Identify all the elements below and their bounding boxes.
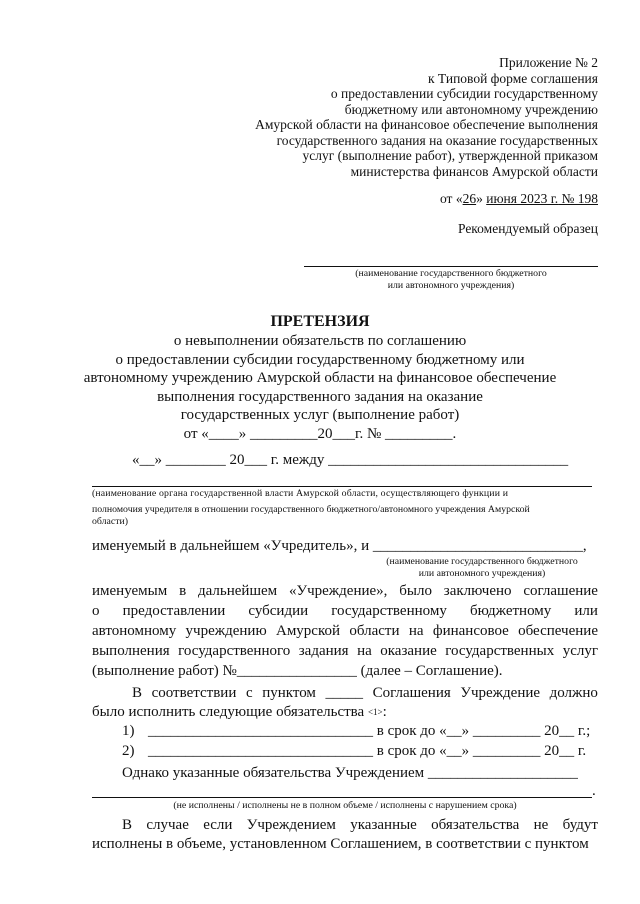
authority-caption-2: полномочия учредителя в отношении государственного бюджетного/автономного учреждения Амурской xyxy=(92,504,530,515)
obligation-text: ______________________________ в срок до «__» _________ 20__ г. xyxy=(148,743,587,759)
word: соглашение xyxy=(523,583,598,599)
word: указанные xyxy=(350,817,417,833)
word: автономному xyxy=(92,623,177,639)
word: на xyxy=(357,643,372,659)
appendix-block xyxy=(238,55,598,179)
word: пунктом xyxy=(262,685,316,701)
appendix-line: бюджетному или автономному учреждению xyxy=(344,101,598,117)
obligations-intro: было исполнить следующие обязательства <1>: xyxy=(92,704,387,720)
agreement-line-1 xyxy=(92,581,598,601)
order-month: июня 2023 г. xyxy=(486,191,559,206)
word: если xyxy=(203,817,233,833)
word: должно xyxy=(549,685,598,701)
date-line: «__» ________ 20___ г. между ________________________________ xyxy=(132,452,569,468)
obligation-number: 1) xyxy=(122,723,135,739)
agreement-line-4 xyxy=(92,641,598,661)
agreement-paragraph xyxy=(92,581,598,681)
footnote-ref: <1> xyxy=(367,707,383,717)
word: В xyxy=(132,685,143,701)
word: Амурской xyxy=(275,623,341,639)
word: государственных xyxy=(445,643,555,659)
status-caption: (не исполнены / исполнены не в полном объеме / исполнены с нарушением срока) xyxy=(173,800,517,811)
word: задания xyxy=(298,643,349,659)
word: обеспечение xyxy=(518,623,598,639)
appendix-line: услуг (выполнение работ), утвержденной приказом xyxy=(302,148,598,163)
obligation-number: 2) xyxy=(122,743,135,759)
agreement-line-3 xyxy=(92,621,598,641)
founder-line: именуемый в дальнейшем «Учредитель», и ____________________________, xyxy=(92,538,587,554)
word: не xyxy=(533,817,549,833)
word: услуг xyxy=(562,643,598,659)
case-line-2: исполнены в объеме, установленном Соглашением, в соответствии с пунктом xyxy=(92,836,589,852)
order-reference: от «26» июня 2023 г. № 198 xyxy=(439,191,598,206)
order-number: № 198 xyxy=(558,191,598,206)
obligation-text: ______________________________ в срок до «__» _________ 20__ г.; xyxy=(148,723,591,739)
authority-caption-3: области) xyxy=(92,516,129,527)
word: Соглашения xyxy=(372,685,451,701)
word: В xyxy=(122,817,133,833)
word: обязательства xyxy=(431,817,520,833)
word: в xyxy=(179,583,187,599)
word: субсидии xyxy=(248,603,309,619)
word: бюджетному xyxy=(469,603,552,619)
recipient-line xyxy=(304,266,598,267)
word: именуемым xyxy=(92,583,168,599)
however-line: Однако указанные обязательства Учреждением ____________________ xyxy=(122,765,578,781)
word: или xyxy=(574,603,598,619)
word: на xyxy=(408,623,424,639)
title-date-number: от «____» _________20___г. № _________. xyxy=(183,425,457,442)
appendix-line: к Типовой форме соглашения xyxy=(428,70,598,86)
word: соответствии xyxy=(151,685,237,701)
word: оказание xyxy=(380,643,437,659)
accordance-paragraph xyxy=(132,683,598,703)
authority-line xyxy=(92,486,592,487)
word: _____ xyxy=(325,685,363,701)
obligation-item xyxy=(122,742,586,760)
appendix-line: министерства финансов Амурской области xyxy=(350,163,598,179)
recipient-caption: (наименование государственного бюджетного или автономного учреждения) xyxy=(355,268,547,291)
word: «Учреждение», xyxy=(288,583,388,599)
agreement-line-5: (выполнение работ) №________________ (далее – Соглашение). xyxy=(92,663,503,679)
word: Учреждением xyxy=(246,817,336,833)
word: будут xyxy=(562,817,598,833)
word: предоставлении xyxy=(122,603,226,619)
order-day: 26 xyxy=(462,191,477,206)
case-paragraph xyxy=(122,815,598,835)
authority-caption-1: (наименование органа государственной власти Амурской области, осуществляющего функции и xyxy=(92,488,509,499)
word: заключено xyxy=(443,583,512,599)
word: области xyxy=(349,623,400,639)
word: случае xyxy=(146,817,189,833)
status-line xyxy=(92,797,592,798)
appendix-line: Приложение № 2 xyxy=(499,55,598,70)
word: финансовое xyxy=(432,623,509,639)
word: государственного xyxy=(178,643,291,659)
appendix-line: о предоставлении субсидии государственному xyxy=(330,86,598,101)
accordance-line xyxy=(132,683,598,703)
appendix-line: государственного задания на оказание государственных xyxy=(276,132,598,148)
document-title: ПРЕТЕНЗИЯ о невыполнении обязательств по соглашению о предоставлении субсидии государственному бюджетному или автономному учреждению Амурской области на финансовое обеспечение выполнения государственного задания на оказание государственных услуг (выполнение работ) от «____» _________20___г. № _________. xyxy=(40,312,600,443)
recommended-sample: Рекомендуемый образец xyxy=(457,221,598,236)
word: учреждению xyxy=(185,623,267,639)
word: Учреждение xyxy=(460,685,541,701)
word: государственному xyxy=(331,603,447,619)
status-period: . xyxy=(592,783,596,799)
institution-caption: (наименование государственного бюджетного или автономного учреждения) xyxy=(386,556,578,579)
appendix-line: Амурской области на финансовое обеспечение выполнения xyxy=(255,117,598,132)
obligation-item xyxy=(122,722,590,740)
word: о xyxy=(92,603,100,619)
word: было xyxy=(399,583,432,599)
agreement-line-2 xyxy=(92,601,598,621)
title-heading: ПРЕТЕНЗИЯ xyxy=(270,313,370,330)
word: дальнейшем xyxy=(197,583,278,599)
word: выполнения xyxy=(92,643,170,659)
word: с xyxy=(245,685,253,701)
case-line-1 xyxy=(122,815,598,835)
